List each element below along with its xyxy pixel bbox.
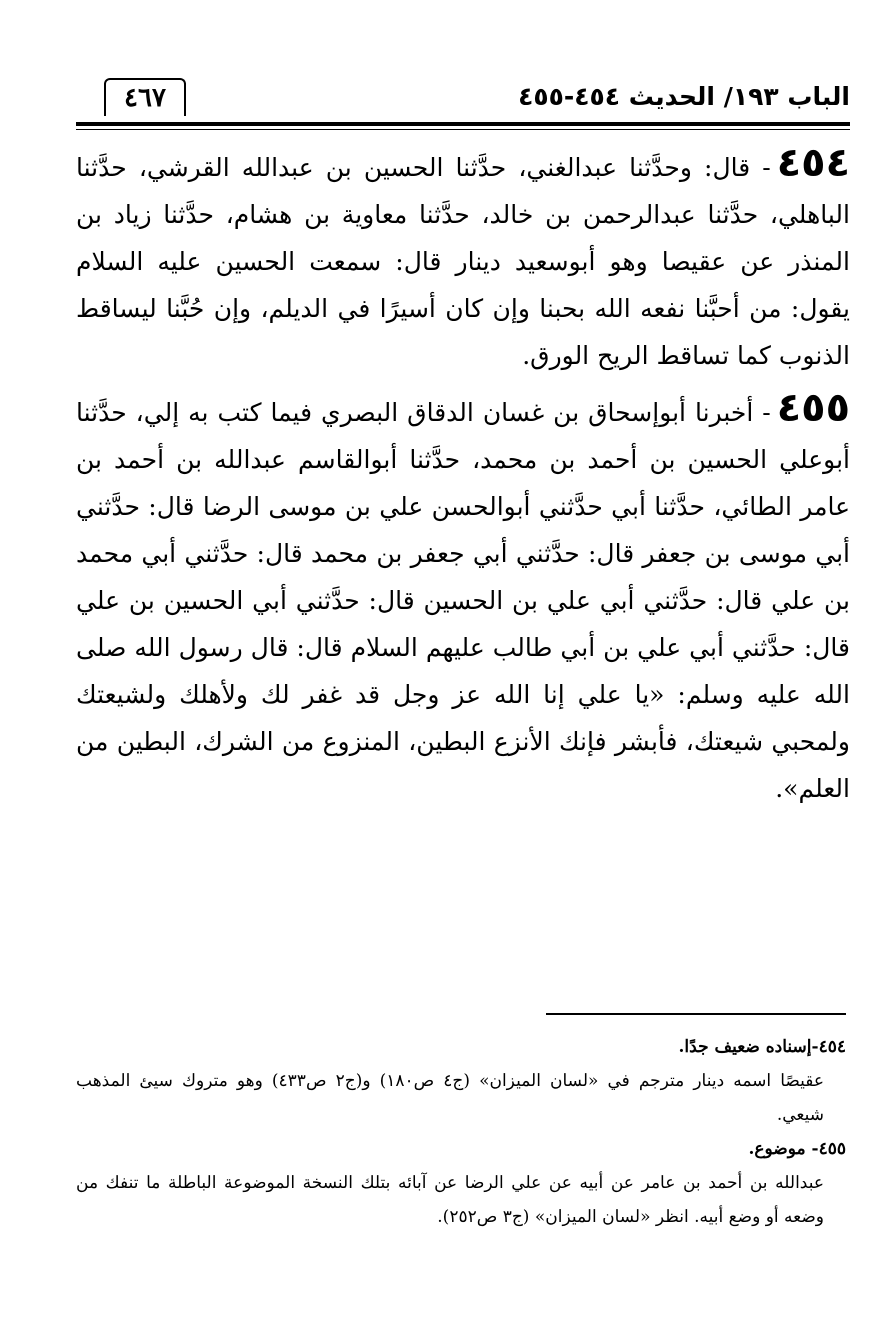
- hadith-455: [76, 385, 850, 812]
- main-text: [76, 140, 850, 818]
- hadith-text: - أخبرنا أبوإسحاق بن غسان الدقاق البصري فيما كتب به إلي، حدَّثنا أبوعلي الحسين بن أحمد بن محمد، حدَّثنا أبوالقاسم عبدالله بن أحمد بن عامر الطائي، حدَّثنا أبي حدَّثني أبوالحسن علي بن موسى الرضا قال: حدَّثني أبي موسى بن جعفر قال: حدَّثني أبي جعفر بن محمد قال: حدَّثني أبي محمد بن علي قال: حدَّثني أبي علي بن الحسين قال: حدَّثني أبي الحسين بن علي قال: حدَّثني أبي علي بن أبي طالب عليهم السلام قال: قال رسول الله صلى الله عليه وسلم: «يا علي إنا الله عز وجل قد غفر لك ولأهلك ولشيعتك ولمحبي شيعتك، فأبشر فإنك الأنزع البطين، المنزوع من الشرك، البطين من العلم».: [76, 398, 850, 803]
- hadith-454: [76, 140, 850, 379]
- footnote-title: ٤٥٥- موضوع.: [748, 1139, 846, 1159]
- page-header: [76, 78, 850, 120]
- hadith-number: ٤٥٥: [776, 385, 850, 431]
- chapter-title: الباب ١٩٣/ الحديث ٤٥٤-٤٥٥: [518, 82, 850, 111]
- footnote-separator: [546, 1013, 846, 1015]
- footnote-title: ٤٥٤-إسناده ضعيف جدًا.: [678, 1037, 846, 1057]
- hadith-text: - قال: وحدَّثنا عبدالغني، حدَّثنا الحسين بن عبدالله القرشي، حدَّثنا الباهلي، حدَّثنا عبدالرحمن بن خالد، حدَّثنا معاوية بن هشام، حدَّثنا زياد بن المنذر عن عقيصا وهو أبوسعيد دينار قال: سمعت الحسين عليه السلام يقول: من أحبَّنا نفعه الله بحبنا وإن كان أسيرًا في الديلم، وإن حُبَّنا ليساقط الذنوب كما تساقط الريح الورق.: [76, 153, 850, 370]
- footnotes: [76, 1030, 846, 1234]
- header-rule: [76, 122, 850, 126]
- footnote-text: عبدالله بن أحمد بن عامر عن أبيه عن علي الرضا عن آبائه بتلك النسخة الموضوعة الباطلة ما تنفك من وضعه أو وضع أبيه. انظر «لسان الميزان» (ج٣ ص٢٥٢).: [76, 1173, 824, 1227]
- hadith-number: ٤٥٤: [776, 140, 850, 186]
- footnote-text: عقيصًا اسمه دينار مترجم في «لسان الميزان» (ج٤ ص١٨٠) و(ج٢ ص٤٣٣) وهو متروك سيئ المذهب شيعي.: [76, 1071, 824, 1125]
- header-rule-thin: [76, 129, 850, 130]
- page-number: ٤٦٧: [104, 78, 186, 116]
